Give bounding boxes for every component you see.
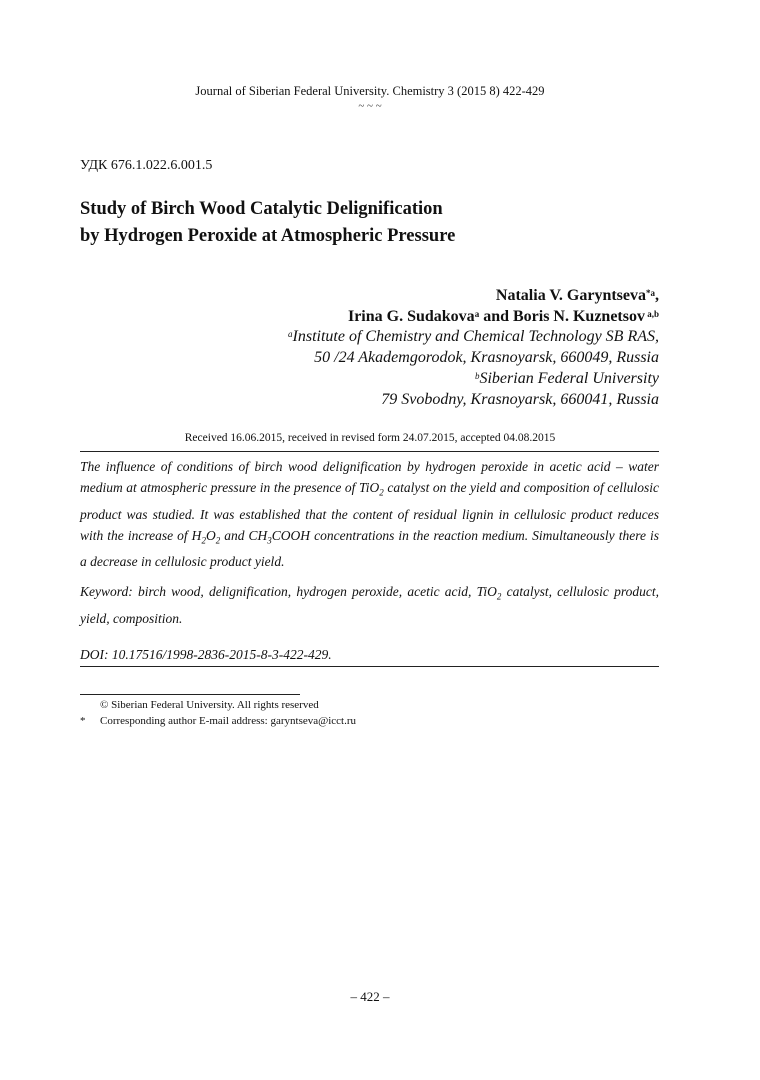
copyright-text: © Siberian Federal University. All rights reserved xyxy=(100,699,319,711)
abstract-sub-1: 2 xyxy=(379,487,384,498)
affiliation-b-line-2: 79 Svobodny, Krasnoyarsk, 660041, Russia xyxy=(381,391,659,408)
author-2-sup: a xyxy=(474,309,480,319)
affiliation-b-name: Siberian Federal University xyxy=(479,370,659,387)
affiliation-a-line-2: 50 /24 Akademgorodok, Krasnoyarsk, 660049, Russia xyxy=(314,349,659,366)
abstract-bottom-rule xyxy=(80,666,659,667)
doi: DOI: 10.17516/1998-2836-2015-8-3-422-429. xyxy=(80,647,332,662)
footnote-corresponding xyxy=(80,715,356,727)
affiliation-b-line-1 xyxy=(288,368,659,389)
author-conjunction: and xyxy=(479,308,513,325)
journal-header: Journal of Siberian Federal University. Chemistry 3 (2015 8) 422-429 xyxy=(195,84,545,98)
affiliation-a-line-1 xyxy=(288,326,659,347)
abstract-text-2: catalyst on the yield and composition of cellulosic product was studied. It was established that the content of residual lignin in cellulosic product reduces with the increase of H xyxy=(80,480,660,543)
abstract-text-5: COOH concentrations in the reaction medium. Simultaneously there is a decrease in cellulosic product yield. xyxy=(80,527,659,570)
abstract-text-4: and CH xyxy=(220,527,268,543)
author-1-sup: *a xyxy=(646,288,655,298)
affiliation-b-mark: b xyxy=(474,371,480,381)
abstract-text-3: O xyxy=(205,527,216,543)
keywords-text-1: Keyword: birch wood, delignification, hydrogen peroxide, acetic acid, TiO xyxy=(80,584,497,599)
author-list xyxy=(348,285,659,327)
affiliation-a-name: Institute of Chemistry and Chemical Technology SB RAS, xyxy=(292,328,659,345)
affiliation-a-mark: a xyxy=(288,329,293,339)
footnote-star: * xyxy=(80,715,86,727)
header-ornament: ~ ~ ~ xyxy=(358,100,382,112)
paper-title xyxy=(80,196,680,250)
footnote-copyright xyxy=(80,699,319,711)
title-line-1: Study of Birch Wood Catalytic Delignification xyxy=(80,199,443,219)
keywords xyxy=(80,581,659,629)
author-3: Boris N. Kuznetsov xyxy=(512,308,645,325)
abstract-sub-2: 2 xyxy=(201,535,206,546)
abstract-sub-3: 2 xyxy=(215,535,221,546)
received-dates: Received 16.06.2015, received in revised form 24.07.2015, accepted 04.08.2015 xyxy=(184,432,556,444)
abstract-top-rule xyxy=(80,451,659,452)
corresponding-text: Corresponding author E-mail address: garyntseva@icct.ru xyxy=(100,715,357,727)
title-line-2: by Hydrogen Peroxide at Atmospheric Pressure xyxy=(80,226,456,246)
udk-code: УДК 676.1.022.6.001.5 xyxy=(80,158,213,173)
abstract xyxy=(80,456,659,572)
affiliations xyxy=(288,326,659,410)
author-line-2 xyxy=(348,306,659,327)
keywords-sub-1: 2 xyxy=(496,591,502,602)
page-number: – 422 – xyxy=(350,989,390,1004)
keywords-text-2: catalyst, cellulosic product, yield, composition. xyxy=(80,584,659,626)
author-line-1: Natalia V. Garyntseva$^{*a}$, xyxy=(495,287,659,304)
footnote-rule xyxy=(80,694,300,695)
author-2: Irina G. Sudakova xyxy=(347,308,475,325)
abstract-text-1: The influence of conditions of birch wood delignification by hydrogen peroxide in acetic acid – water medium at atmospheric pressure in the presence of TiO xyxy=(80,459,659,495)
author-1: Natalia V. Garyntseva xyxy=(495,287,646,304)
abstract-sub-4: 3 xyxy=(267,535,272,546)
author-3-sup: a,b xyxy=(644,309,659,319)
